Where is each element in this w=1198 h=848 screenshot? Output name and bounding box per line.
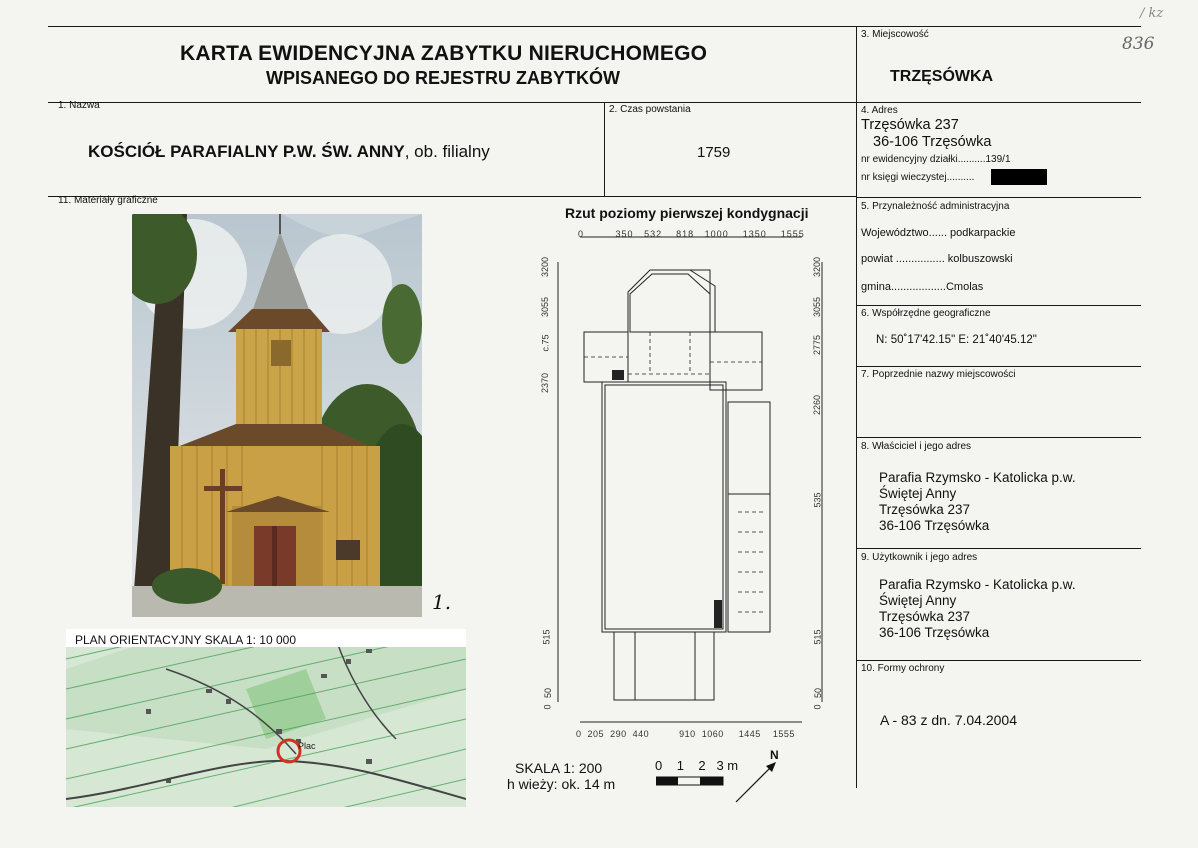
land-register: nr księgi wieczystej.......... <box>861 172 975 183</box>
dim: 1555 <box>780 229 805 239</box>
dim: 818 <box>676 229 695 239</box>
dim: 1445 <box>738 729 761 739</box>
parcel-number: nr ewidencyjny działki..........139/1 <box>861 154 1011 165</box>
monument-name <box>88 142 490 162</box>
dim: 1060 <box>701 729 724 739</box>
map-illustration <box>66 629 466 807</box>
created-label: 2. Czas powstania <box>609 104 691 115</box>
address-line1: Trzęsówka 237 <box>861 117 959 133</box>
geo-label: 6. Współrzędne geograficzne <box>861 308 991 319</box>
bar-label: 3 m <box>716 758 739 773</box>
dim: 440 <box>632 729 650 739</box>
card-subtitle: WPISANEGO DO REJESTRU ZABYTKÓW <box>266 68 621 88</box>
locality-value: TRZĘSÓWKA <box>890 68 994 85</box>
bar-label: 1 <box>676 758 684 773</box>
header-bottom-line <box>48 102 1141 103</box>
protection-value: A - 83 z dn. 7.04.2004 <box>880 712 1017 728</box>
handwritten-note-2: / kz <box>1140 6 1164 21</box>
geo-value: N: 50˚17'42.15" E: 21˚40'45.12" <box>876 334 1037 346</box>
dim: 290 <box>610 729 627 739</box>
right-row-line-9 <box>856 660 1141 661</box>
right-row-line-8 <box>856 548 1141 549</box>
former-names-label: 7. Poprzednie nazwy miejscowości <box>861 369 1016 380</box>
address-label: 4. Adres <box>861 105 898 116</box>
bar-label: 0 <box>655 758 663 773</box>
monument-name-bold: KOŚCIÓŁ PARAFIALNY P.W. ŚW. ANNY <box>88 142 405 161</box>
admin-label: 5. Przynależność administracyjna <box>861 201 1010 212</box>
scale-bar <box>656 775 726 787</box>
protection-label: 10. Formy ochrony <box>861 663 945 674</box>
row1-bottom-line <box>48 196 856 197</box>
dim-right: 3055 <box>812 296 823 318</box>
right-column-divider <box>856 26 857 788</box>
map-caption: PLAN ORIENTACYJNY SKALA 1: 10 000 <box>75 633 296 647</box>
dim-right: 2260 <box>812 394 823 416</box>
owner-label: 8. Właściciel i jego adres <box>861 441 972 452</box>
dim: 205 <box>587 729 605 739</box>
dim-left: 50 <box>543 687 554 699</box>
owner-line: Trzęsówka 237 <box>879 502 971 517</box>
owner-line: Świętej Anny <box>879 486 957 501</box>
north-label: N <box>770 748 779 762</box>
frame-top <box>48 26 856 27</box>
monument-name-rest: , ob. filialny <box>404 142 490 161</box>
frame-top-right <box>856 26 1141 27</box>
floorplan-bottom-dims <box>576 729 795 739</box>
dim-left: c.75 <box>540 334 551 352</box>
scale-bar-labels <box>655 758 738 773</box>
user-label: 9. Użytkownik i jego adres <box>861 552 978 563</box>
church-photo <box>132 214 422 617</box>
dim-right: 50 <box>813 687 824 699</box>
name-date-divider <box>604 102 605 196</box>
dim-right: 3200 <box>812 256 823 278</box>
admin-commune: gmina..................Cmolas <box>861 281 984 293</box>
bar-label: 2 <box>698 758 706 773</box>
graphics-label: 11. Materiały graficzne <box>58 195 158 206</box>
floor-plan-drawing <box>540 222 840 742</box>
plan-scale: SKALA 1: 200 <box>515 760 603 776</box>
handwritten-note: 836 <box>1122 34 1155 54</box>
orientation-map <box>66 629 466 807</box>
user-line: Parafia Rzymsko - Katolicka p.w. <box>879 577 1076 592</box>
redaction-block <box>991 169 1047 185</box>
dim-right: 0 <box>812 704 823 710</box>
user-address <box>879 577 1076 641</box>
right-row-line-5 <box>856 305 1141 306</box>
dim: 1350 <box>742 229 767 239</box>
dim-right: 515 <box>812 629 823 645</box>
right-row-line-4 <box>856 197 1141 198</box>
dim: 350 <box>615 229 634 239</box>
admin-county: powiat ................ kolbuszowski <box>861 253 1013 265</box>
dim: 0 <box>578 229 585 239</box>
dim: 532 <box>644 229 663 239</box>
address-line2: 36-106 Trzęsówka <box>873 134 992 150</box>
dim-left: 515 <box>541 629 552 645</box>
dim-right: 535 <box>812 492 823 508</box>
tower-height: h wieży: ok. 14 m <box>507 776 616 792</box>
user-line: Trzęsówka 237 <box>879 609 971 624</box>
locality-label: 3. Miejscowość <box>861 29 929 40</box>
photo-number: 1. <box>432 590 452 614</box>
dim-left: 3200 <box>540 256 551 278</box>
dim: 910 <box>679 729 696 739</box>
dim-left: 0 <box>542 704 553 710</box>
map-place-label: Plac <box>298 741 316 751</box>
owner-line: 36-106 Trzęsówka <box>879 518 990 533</box>
dim-right: 2775 <box>812 334 823 356</box>
owner-line: Parafia Rzymsko - Katolicka p.w. <box>879 470 1076 485</box>
owner-address <box>879 470 1076 534</box>
right-row-line-6 <box>856 366 1141 367</box>
card-title: KARTA EWIDENCYJNA ZABYTKU NIERUCHOMEGO <box>180 42 708 65</box>
floorplan-title: Rzut poziomy pierwszej kondygnacji <box>565 205 809 221</box>
dim-left: 2370 <box>540 372 551 394</box>
dim: 1000 <box>704 229 729 239</box>
user-line: 36-106 Trzęsówka <box>879 625 990 640</box>
user-line: Świętej Anny <box>879 593 957 608</box>
right-row-line-7 <box>856 437 1141 438</box>
name-label: 1. Nazwa <box>58 100 100 111</box>
created-value: 1759 <box>697 144 731 161</box>
church-photo-illustration <box>132 214 422 617</box>
dim: 1555 <box>772 729 795 739</box>
floorplan-top-dims <box>578 229 805 239</box>
dim-left: 3055 <box>540 296 551 318</box>
dim: 0 <box>576 729 582 739</box>
admin-voivodeship: Województwo...... podkarpackie <box>861 227 1016 239</box>
north-arrow-icon <box>730 754 790 806</box>
